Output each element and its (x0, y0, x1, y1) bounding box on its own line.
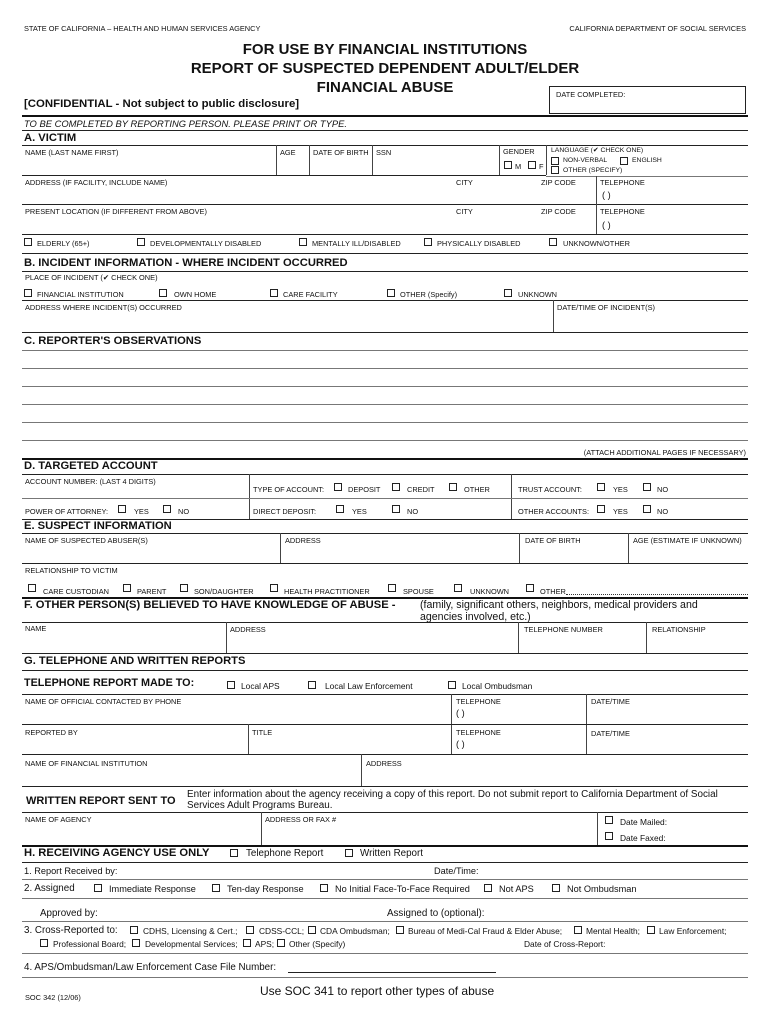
no-initial-checkbox[interactable] (320, 884, 328, 892)
deposit-label: DEPOSIT (348, 485, 381, 494)
form-number: SOC 342 (12/06) (25, 993, 81, 1002)
reporter-title-label: TITLE (252, 728, 273, 737)
parent-checkbox[interactable] (123, 584, 131, 592)
poa-yes-label: YES (134, 507, 149, 516)
not-ombudsman-label: Not Ombudsman (567, 884, 637, 894)
son-daughter-label: SON/DAUGHTER (194, 587, 254, 596)
not-aps-checkbox[interactable] (484, 884, 492, 892)
care-facility-checkbox[interactable] (270, 289, 278, 297)
spouse-label: SPOUSE (403, 587, 434, 596)
suspect-age-label: AGE (ESTIMATE IF UNKNOWN) (633, 536, 742, 545)
section-f-heading: F. OTHER PERSON(S) BELIEVED TO HAVE KNOWLEDGE OF ABUSE - (24, 599, 396, 611)
deposit-checkbox[interactable] (334, 483, 342, 491)
suspect-unknown-checkbox[interactable] (454, 584, 462, 592)
dev-disabled-label: DEVELOPMENTALLY DISABLED (150, 239, 262, 248)
agency-right: CALIFORNIA DEPARTMENT OF SOCIAL SERVICES (569, 24, 746, 33)
elderly-checkbox[interactable] (24, 238, 32, 246)
divider (22, 145, 748, 146)
relationship-label: RELATIONSHIP TO VICTIM (25, 566, 118, 575)
financial-institution-label: FINANCIAL INSTITUTION (37, 290, 124, 299)
section-a-heading: A. VICTIM (24, 132, 77, 144)
financial-institution-checkbox[interactable] (24, 289, 32, 297)
power-of-attorney-label: POWER OF ATTORNEY: (25, 507, 109, 516)
immediate-response-label: Immediate Response (109, 884, 196, 894)
section-g-heading: G. TELEPHONE AND WRITTEN REPORTS (24, 655, 246, 667)
non-verbal-label: NON-VERBAL (563, 157, 608, 164)
incident-datetime-label: DATE/TIME OF INCIDENT(S) (557, 303, 655, 312)
date-mailed-label: Date Mailed: (620, 817, 668, 827)
direct-yes-label: YES (352, 507, 367, 516)
cross-other-checkbox[interactable] (277, 939, 285, 947)
section-c-heading: C. REPORTER'S OBSERVATIONS (24, 335, 202, 347)
account-number-label: ACCOUNT NUMBER: (LAST 4 DIGITS) (25, 477, 156, 486)
parent-label: PARENT (137, 587, 167, 596)
reporter-telephone-parens[interactable]: ( ) (456, 739, 465, 749)
official-contacted-label: NAME OF OFFICIAL CONTACTED BY PHONE (25, 697, 182, 706)
assigned-to-label: Assigned to (optional): (387, 908, 485, 919)
trust-yes-label: YES (613, 485, 628, 494)
written-report-label: Written Report (360, 848, 423, 859)
own-home-label: OWN HOME (174, 290, 217, 299)
professional-board-label: Professional Board; (53, 939, 127, 949)
gender-f-label: F (539, 162, 544, 171)
date-cross-report-label: Date of Cross-Report: (524, 939, 606, 949)
divider (22, 300, 748, 301)
confidential-notice: [CONFIDENTIAL - Not subject to public disclosure] (24, 98, 300, 110)
section-f-note: (family, significant others, neighbors, medical providers and (420, 599, 698, 611)
written-report-sent-to: WRITTEN REPORT SENT TO (26, 795, 176, 807)
date-faxed-label: Date Faxed: (620, 833, 666, 843)
mentally-ill-checkbox[interactable] (299, 238, 307, 246)
present-telephone-parens[interactable]: ( ) (602, 220, 611, 230)
cdss-checkbox[interactable] (246, 926, 254, 934)
present-location-label: PRESENT LOCATION (IF DIFFERENT FROM ABOVE) (25, 207, 207, 216)
official-telephone-label: TELEPHONE (456, 697, 501, 706)
incident-address-label: ADDRESS WHERE INCIDENT(S) OCCURRED (25, 303, 182, 312)
spouse-checkbox[interactable] (388, 584, 396, 592)
mental-health-checkbox[interactable] (574, 926, 582, 934)
incident-other-checkbox[interactable] (387, 289, 395, 297)
written-report-note-2: Services Adult Programs Bureau. (187, 800, 333, 811)
english-label: ENGLISH (632, 157, 662, 164)
elderly-label: ELDERLY (65+) (37, 239, 90, 248)
other-accounts-label: OTHER ACCOUNTS: (518, 507, 590, 516)
aps-checkbox[interactable] (243, 939, 251, 947)
divider (22, 862, 748, 863)
professional-board-checkbox[interactable] (40, 939, 48, 947)
dev-disabled-checkbox[interactable] (137, 238, 145, 246)
divider (22, 474, 748, 475)
divider (22, 533, 748, 534)
instruction: TO BE COMPLETED BY REPORTING PERSON. PLEASE PRINT OR TYPE. (24, 118, 347, 129)
ten-day-label: Ten-day Response (227, 884, 304, 894)
law-enforcement-label: Law Enforcement; (659, 926, 727, 936)
other-acc-yes-checkbox[interactable] (597, 505, 605, 513)
non-verbal-checkbox[interactable] (551, 157, 559, 165)
gender-f-checkbox[interactable] (528, 161, 536, 169)
language-other-checkbox[interactable] (551, 166, 559, 174)
language-other-label: OTHER (SPECIFY) (563, 167, 623, 174)
care-custodian-checkbox[interactable] (28, 584, 36, 592)
cross-reported-label: 3. Cross-Reported to: (24, 925, 118, 936)
place-of-incident-label: PLACE OF INCIDENT (✔ CHECK ONE) (25, 273, 158, 282)
divider (22, 115, 748, 117)
trust-no-checkbox[interactable] (643, 483, 651, 491)
case-file-label: 4. APS/Ombudsman/Law Enforcement Case File Number: (24, 962, 277, 973)
cda-label: CDA Ombudsman; (320, 926, 390, 936)
ten-day-checkbox[interactable] (212, 884, 220, 892)
suspect-name-label: NAME OF SUSPECTED ABUSER(S) (25, 536, 148, 545)
cda-checkbox[interactable] (308, 926, 316, 934)
cdss-label: CDSS-CCL; (259, 926, 305, 936)
victim-city-label: CITY (456, 178, 473, 187)
account-other-label: OTHER (464, 485, 490, 494)
suspect-other-checkbox[interactable] (526, 584, 534, 592)
unknown-other-label: UNKNOWN/OTHER (563, 239, 630, 248)
direct-yes-checkbox[interactable] (336, 505, 344, 513)
immediate-response-checkbox[interactable] (94, 884, 102, 892)
victim-zip-label: ZIP CODE (541, 178, 576, 187)
victim-telephone-label: TELEPHONE (600, 178, 645, 187)
mentally-ill-label: MENTALLY ILL/DISABLED (312, 239, 401, 248)
divider (22, 670, 748, 671)
other-acc-no-checkbox[interactable] (643, 505, 651, 513)
present-zip-label: ZIP CODE (541, 207, 576, 216)
approved-by-label: Approved by: (40, 908, 98, 919)
cdhs-checkbox[interactable] (130, 926, 138, 934)
mental-health-label: Mental Health; (586, 926, 640, 936)
direct-deposit-label: DIRECT DEPOSIT: (253, 507, 317, 516)
own-home-checkbox[interactable] (159, 289, 167, 297)
not-ombudsman-checkbox[interactable] (552, 884, 560, 892)
dev-services-label: Developmental Services; (145, 939, 238, 949)
medi-cal-label: Bureau of Medi-Cal Fraud & Elder Abuse; (408, 926, 563, 936)
use-soc-341-note: Use SOC 341 to report other types of abuse (260, 984, 495, 998)
divider (22, 622, 748, 623)
fin-institution-name-label: NAME OF FINANCIAL INSTITUTION (25, 759, 148, 768)
written-report-note-1: Enter information about the agency receiving a copy of this report. Do not submit report to California Department of Social (187, 789, 718, 800)
section-e-heading: E. SUSPECT INFORMATION (24, 520, 172, 532)
suspect-unknown-label: UNKNOWN (470, 587, 510, 596)
unknown-other-checkbox[interactable] (549, 238, 557, 246)
poa-no-label: NO (178, 507, 190, 516)
divider (546, 176, 748, 177)
gender-m-checkbox[interactable] (504, 161, 512, 169)
trust-account-label: TRUST ACCOUNT: (518, 485, 582, 494)
received-datetime-label: Date/Time: (434, 866, 479, 876)
incident-other-label: OTHER (Specify) (400, 290, 458, 299)
title-line-2: REPORT OF SUSPECTED DEPENDENT ADULT/ELDER (190, 60, 580, 77)
cdhs-label: CDHS, Licensing & Cert.; (143, 926, 238, 936)
divider (22, 332, 748, 333)
official-datetime-label: DATE/TIME (591, 697, 630, 706)
phys-disabled-label: PHYSICALLY DISABLED (437, 239, 521, 248)
incident-unknown-checkbox[interactable] (504, 289, 512, 297)
other-person-telephone-label: TELEPHONE NUMBER (524, 625, 603, 634)
victim-ssn-label: SSN (376, 148, 392, 157)
other-person-relationship-label: RELATIONSHIP (652, 625, 706, 634)
fin-institution-address-label: ADDRESS (366, 759, 402, 768)
divider (22, 130, 748, 131)
victim-age-label: AGE (280, 148, 296, 157)
suspect-other-label: OTHER (540, 587, 566, 596)
local-aps-label: Local APS (241, 681, 280, 691)
victim-name-label: NAME (LAST NAME FIRST) (25, 148, 119, 157)
poa-yes-checkbox[interactable] (118, 505, 126, 513)
reporter-datetime-label: DATE/TIME (591, 729, 630, 738)
divider (22, 175, 546, 176)
trust-no-label: NO (657, 485, 669, 494)
poa-no-checkbox[interactable] (163, 505, 171, 513)
divider (22, 694, 748, 695)
suspect-other-line[interactable] (566, 594, 748, 595)
agency-name-label: NAME OF AGENCY (25, 815, 92, 824)
type-of-account-label: TYPE OF ACCOUNT: (253, 485, 325, 494)
date-completed-label: DATE COMPLETED: (556, 90, 626, 99)
health-practitioner-checkbox[interactable] (270, 584, 278, 592)
local-law-label: Local Law Enforcement (325, 681, 413, 691)
title-line-1: FOR USE BY FINANCIAL INSTITUTIONS (242, 41, 528, 58)
local-ombudsman-checkbox[interactable] (448, 681, 456, 689)
section-d-heading: D. TARGETED ACCOUNT (24, 460, 158, 472)
language-label: LANGUAGE (✔ CHECK ONE) (551, 147, 644, 154)
gender-label: GENDER (503, 147, 535, 156)
divider (22, 204, 748, 205)
other-person-address-label: ADDRESS (230, 625, 266, 634)
address-fax-label: ADDRESS OR FAX # (265, 815, 337, 824)
divider (22, 563, 748, 564)
title-line-3: FINANCIAL ABUSE (316, 79, 454, 96)
credit-checkbox[interactable] (392, 483, 400, 491)
attach-pages-note: (ATTACH ADDITIONAL PAGES IF NECESSARY) (583, 448, 746, 457)
present-telephone-label: TELEPHONE (600, 207, 645, 216)
telephone-report-checkbox[interactable] (230, 849, 238, 857)
aps-label: APS; (255, 939, 275, 949)
other-acc-no-label: NO (657, 507, 669, 516)
victim-address-label: ADDRESS (IF FACILITY, INCLUDE NAME) (25, 178, 168, 187)
reported-by-label: REPORTED BY (25, 728, 78, 737)
incident-unknown-label: UNKNOWN (518, 290, 558, 299)
official-telephone-parens[interactable]: ( ) (456, 708, 465, 718)
divider (22, 812, 748, 813)
trust-yes-checkbox[interactable] (597, 483, 605, 491)
cross-other-label: Other (Specify) (289, 939, 346, 949)
victim-dob-label: DATE OF BIRTH (313, 148, 369, 157)
written-report-checkbox[interactable] (345, 849, 353, 857)
direct-no-label: NO (407, 507, 419, 516)
victim-telephone-parens[interactable]: ( ) (602, 190, 611, 200)
section-b-heading: B. INCIDENT INFORMATION - WHERE INCIDENT OCCURRED (24, 257, 348, 269)
assigned-label: 2. Assigned (24, 883, 75, 894)
divider (22, 653, 748, 654)
case-file-line[interactable] (288, 972, 496, 973)
credit-label: CREDIT (407, 485, 435, 494)
medi-cal-checkbox[interactable] (396, 926, 404, 934)
other-acc-yes-label: YES (613, 507, 628, 516)
care-custodian-label: CARE CUSTODIAN (43, 587, 109, 596)
account-other-checkbox[interactable] (449, 483, 457, 491)
present-city-label: CITY (456, 207, 473, 216)
divider (22, 253, 748, 254)
divider (22, 234, 748, 235)
law-enforcement-checkbox[interactable] (647, 926, 655, 934)
date-faxed-checkbox[interactable] (605, 832, 613, 840)
local-ombudsman-label: Local Ombudsman (462, 681, 533, 691)
section-f-note-2: agencies involved, etc.) (420, 611, 531, 623)
suspect-address-label: ADDRESS (285, 536, 321, 545)
dev-services-checkbox[interactable] (132, 939, 140, 947)
direct-no-checkbox[interactable] (392, 505, 400, 513)
divider (22, 271, 748, 272)
report-received-by-label: 1. Report Received by: (24, 866, 118, 876)
divider (22, 786, 748, 787)
english-checkbox[interactable] (620, 157, 628, 165)
date-mailed-checkbox[interactable] (605, 816, 613, 824)
not-aps-label: Not APS (499, 884, 534, 894)
no-initial-label: No Initial Face-To-Face Required (335, 884, 470, 894)
local-aps-checkbox[interactable] (227, 681, 235, 689)
care-facility-label: CARE FACILITY (283, 290, 338, 299)
divider (22, 724, 748, 725)
other-person-name-label: NAME (25, 624, 47, 633)
gender-m-label: M (515, 162, 522, 171)
suspect-dob-label: DATE OF BIRTH (525, 536, 581, 545)
divider (22, 754, 748, 755)
son-daughter-checkbox[interactable] (180, 584, 188, 592)
local-law-checkbox[interactable] (308, 681, 316, 689)
agency-left: STATE OF CALIFORNIA – HEALTH AND HUMAN SERVICES AGENCY (24, 24, 261, 33)
tel-report-made-to: TELEPHONE REPORT MADE TO: (24, 677, 195, 689)
reporter-telephone-label: TELEPHONE (456, 728, 501, 737)
section-h-heading: H. RECEIVING AGENCY USE ONLY (24, 847, 210, 859)
telephone-report-label: Telephone Report (246, 848, 324, 859)
phys-disabled-checkbox[interactable] (424, 238, 432, 246)
health-practitioner-label: HEALTH PRACTITIONER (284, 587, 370, 596)
